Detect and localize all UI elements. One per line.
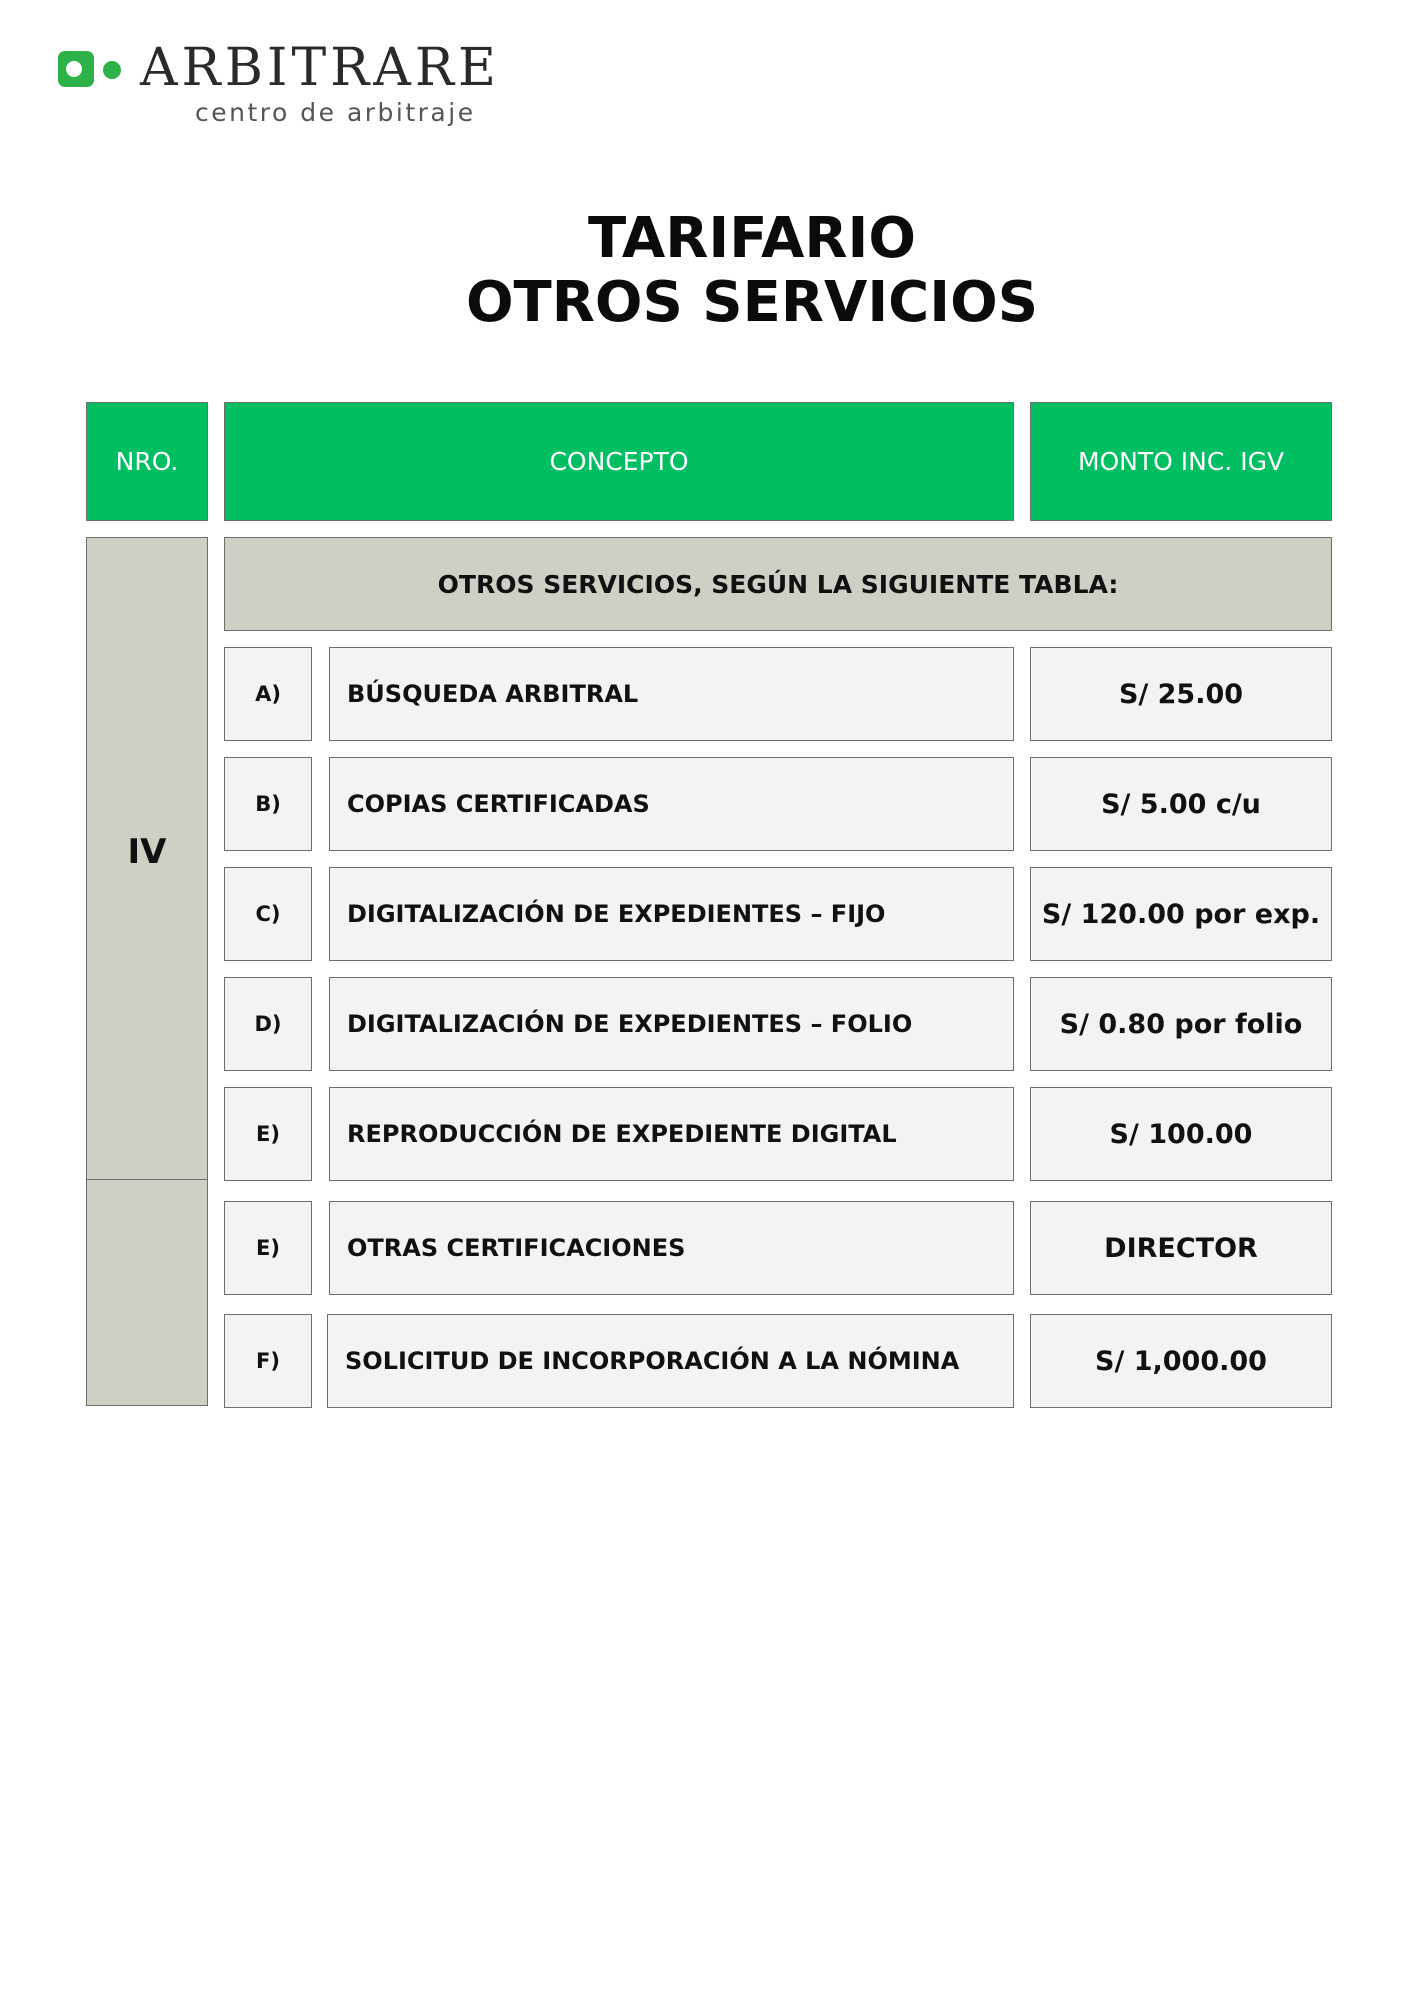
group-number: IV <box>127 832 167 872</box>
row-amount: S/ 25.00 <box>1030 647 1332 741</box>
logo <box>58 38 518 136</box>
row-concept: BÚSQUEDA ARBITRAL <box>329 647 1014 741</box>
page-title <box>0 207 1414 335</box>
row-amount: S/ 120.00 por exp. <box>1030 867 1332 961</box>
row-letter: B) <box>224 757 312 851</box>
row-amount: S/ 1,000.00 <box>1030 1314 1332 1408</box>
row-concept: OTRAS CERTIFICACIONES <box>329 1201 1014 1295</box>
row-amount: S/ 0.80 por folio <box>1030 977 1332 1071</box>
row-concept: COPIAS CERTIFICADAS <box>329 757 1014 851</box>
row-letter: E) <box>224 1087 312 1181</box>
row-concept: DIGITALIZACIÓN DE EXPEDIENTES – FIJO <box>329 867 1014 961</box>
row-letter: E) <box>224 1201 312 1295</box>
row-letter: C) <box>224 867 312 961</box>
logo-tagline: centro de arbitraje <box>195 98 476 127</box>
row-letter: A) <box>224 647 312 741</box>
row-amount: S/ 5.00 c/u <box>1030 757 1332 851</box>
header-monto: MONTO INC. IGV <box>1030 402 1332 521</box>
nro-group-cell-lower <box>86 1179 208 1406</box>
row-concept: SOLICITUD DE INCORPORACIÓN A LA NÓMINA <box>327 1314 1014 1408</box>
row-letter: F) <box>224 1314 312 1408</box>
logo-name: ARBITRARE <box>140 38 500 98</box>
row-amount: S/ 100.00 <box>1030 1087 1332 1181</box>
row-concept: DIGITALIZACIÓN DE EXPEDIENTES – FOLIO <box>329 977 1014 1071</box>
section-title: OTROS SERVICIOS, SEGÚN LA SIGUIENTE TABLA: <box>224 537 1332 631</box>
header-nro: NRO. <box>86 402 208 521</box>
row-concept: REPRODUCCIÓN DE EXPEDIENTE DIGITAL <box>329 1087 1014 1181</box>
title-line-2: OTROS SERVICIOS <box>465 270 1039 335</box>
row-letter: D) <box>224 977 312 1071</box>
row-amount: DIRECTOR <box>1030 1201 1332 1295</box>
header-concepto: CONCEPTO <box>224 402 1014 521</box>
title-line-1: TARIFARIO <box>588 206 916 271</box>
